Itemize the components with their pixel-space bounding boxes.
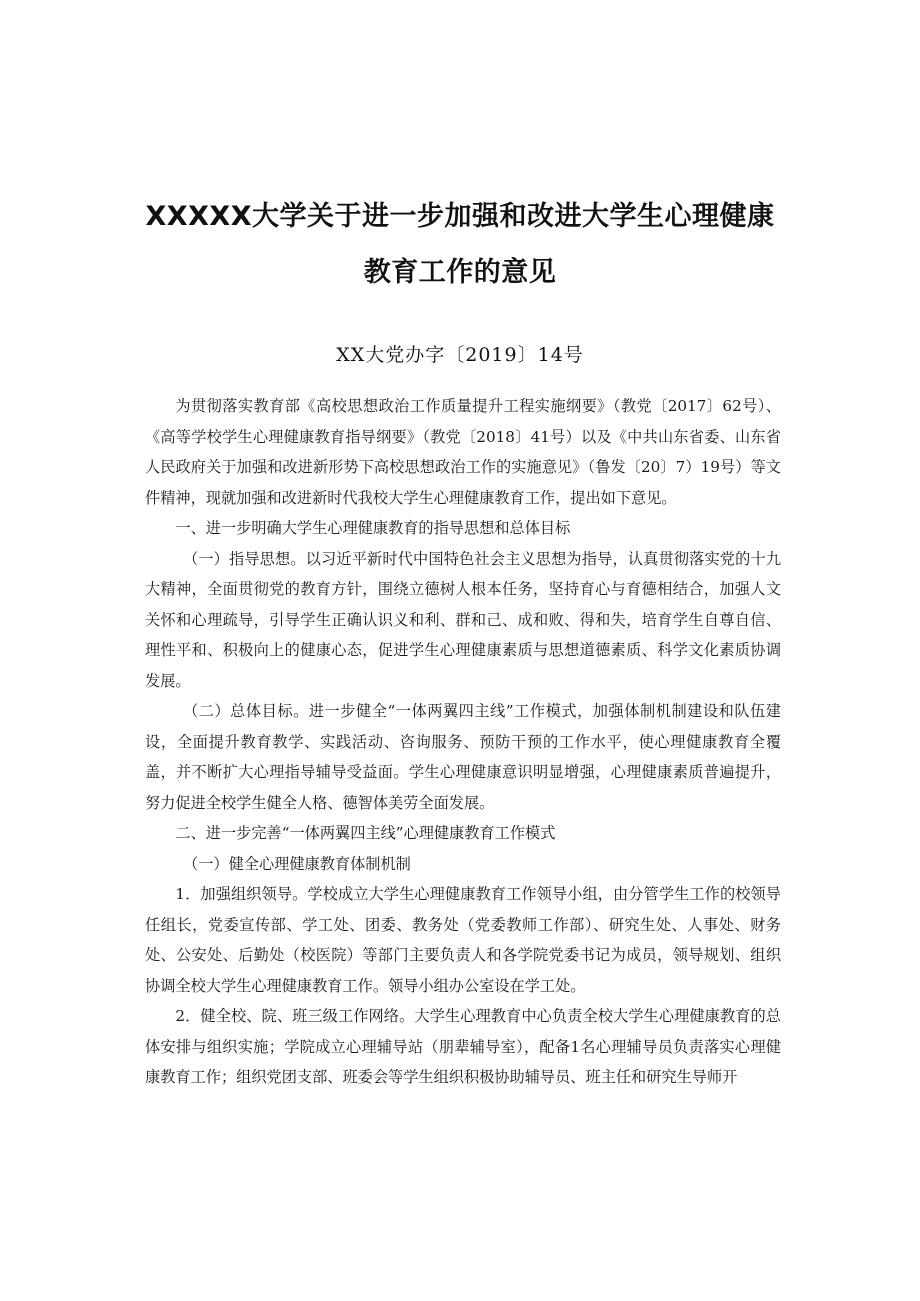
document-title-line1: XXXXX大学关于进一步加强和改进大学生心理健康 (145, 201, 775, 232)
document-title-line2: 教育工作的意见 (363, 257, 557, 288)
paragraph-overall-goal: （二）总体目标。进一步健全“一体两翼四主线”工作模式，加强体制机制建设和队伍建设，全面提升教育教学、实践活动、咨询服务、预防干预的工作水平，使心理健康教育全覆盖，并不断扩大心理指导辅导受益面。学生心理健康意识明显增强，心理健康素质普遍提升，努力促进全校学生健全人格、德智体美劳全面发展。 (145, 702, 781, 812)
section-heading-1: 一、进一步明确大学生心理健康教育的指导思想和总体目标 (175, 519, 571, 537)
paragraph-three-level-network: 2．健全校、院、班三级工作网络。大学生心理教育中心负责全校大学生心理健康教育的总体安排与组织实施；学院成立心理辅导站（朋辈辅导室），配备1名心理辅导员负责落实心理健康教育工作；组织党团支部、班委会等学生组织积极协助辅导员、班主任和研究生导师开 (145, 1007, 781, 1086)
paragraph-guiding-ideology: （一）指导思想。以习近平新时代中国特色社会主义思想为指导，认真贯彻落实党的十九大精神，全面贯彻党的教育方针，围绕立德树人根本任务，坚持育心与育德相结合，加强人文关怀和心理疏导，引导学生正确认识义和利、群和己、成和败、得和失，培育学生自尊自信、理性平和、积极向上的健康心态，促进学生心理健康素质与思想道德素质、科学文化素质协调发展。 (145, 549, 781, 690)
document-number: XX大党办字〔2019〕14号 (336, 344, 584, 366)
intro-paragraph: 为贯彻落实教育部《高校思想政治工作质量提升工程实施纲要》（教党〔2017〕62号）、《高等学校学生心理健康教育指导纲要》（教党〔2018〕41号）以及《中共山东省委、山东省人民政府关于加强和改进新形势下高校思想政治工作的实施意见》（鲁发〔20〕7）19号）等文件精神，现就加强和改进新时代我校大学生心理健康教育工作，提出如下意见。 (145, 397, 781, 507)
subsection-heading-2-1: （一）健全心理健康教育体制机制 (183, 854, 411, 873)
section-heading-2: 二、进一步完善“一体两翼四主线”心理健康教育工作模式 (175, 824, 556, 842)
paragraph-organization-leadership: 1．加强组织领导。学校成立大学生心理健康教育工作领导小组，由分管学生工作的校领导任组长，党委宣传部、学工处、团委、教务处（党委教师工作部）、研究生处、人事处、财务处、公安处、后勤处（校医院）等部门主要负责人和各学院党委书记为成员，领导规划、组织协调全校大学生心理健康教育工作。领导小组办公室设在学工处。 (145, 885, 781, 995)
document-body (145, 391, 781, 1093)
